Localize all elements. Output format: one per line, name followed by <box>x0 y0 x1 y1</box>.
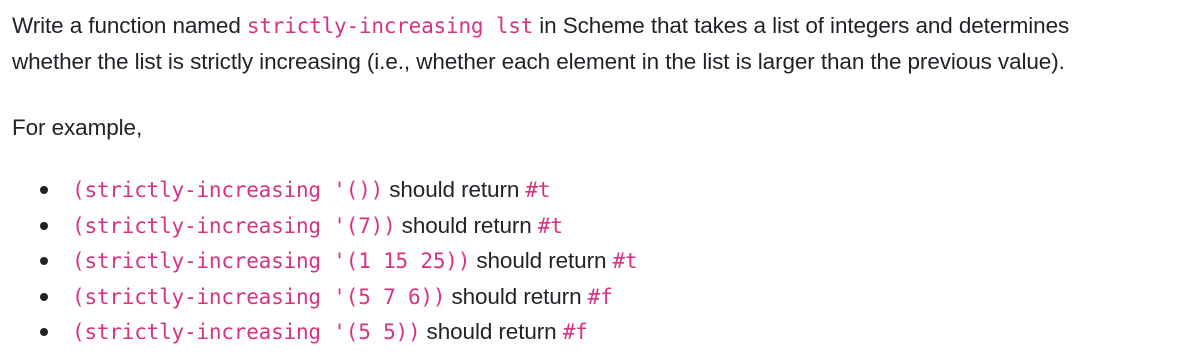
problem-statement <box>12 8 1180 350</box>
example-middle: should return <box>420 319 563 344</box>
example-middle: should return <box>470 248 613 273</box>
intro-text-line1-end: in Scheme that takes a list of integers and determines <box>533 13 1070 38</box>
example-call: (strictly-increasing '(5 7 6)) <box>72 284 446 309</box>
example-middle: should return <box>395 212 538 238</box>
bullet-icon <box>40 186 48 194</box>
example-call: (strictly-increasing '(5 5)) <box>72 320 421 344</box>
function-name-code: strictly-increasing lst <box>246 14 534 38</box>
bullet-icon <box>40 328 48 336</box>
list-item <box>30 279 1180 315</box>
example-result: #t <box>612 249 638 273</box>
bullet-icon <box>40 257 48 265</box>
intro-text-line2: whether the list is strictly increasing (i.e., whether each element in the list is larger than the previous value). <box>12 49 1065 74</box>
example-call: (strictly-increasing '()) <box>72 178 384 202</box>
bullet-icon <box>40 293 48 301</box>
list-item <box>30 314 1180 350</box>
list-item <box>30 208 1180 244</box>
example-result: #t <box>537 213 563 238</box>
example-middle: should return <box>445 283 588 309</box>
intro-text-start: Write a function named <box>12 13 247 38</box>
intro-paragraph <box>12 8 1180 80</box>
examples-list <box>12 172 1180 350</box>
example-heading: For example, <box>12 115 143 140</box>
example-result: #f <box>562 320 588 344</box>
example-middle: should return <box>383 177 526 202</box>
example-call: (strictly-increasing '(1 15 25)) <box>72 249 471 273</box>
list-item <box>30 243 1180 279</box>
list-item <box>30 172 1180 208</box>
example-result: #t <box>525 178 551 202</box>
bullet-icon <box>40 222 48 230</box>
example-call: (strictly-increasing '(7)) <box>72 213 396 238</box>
example-result: #f <box>587 284 613 309</box>
